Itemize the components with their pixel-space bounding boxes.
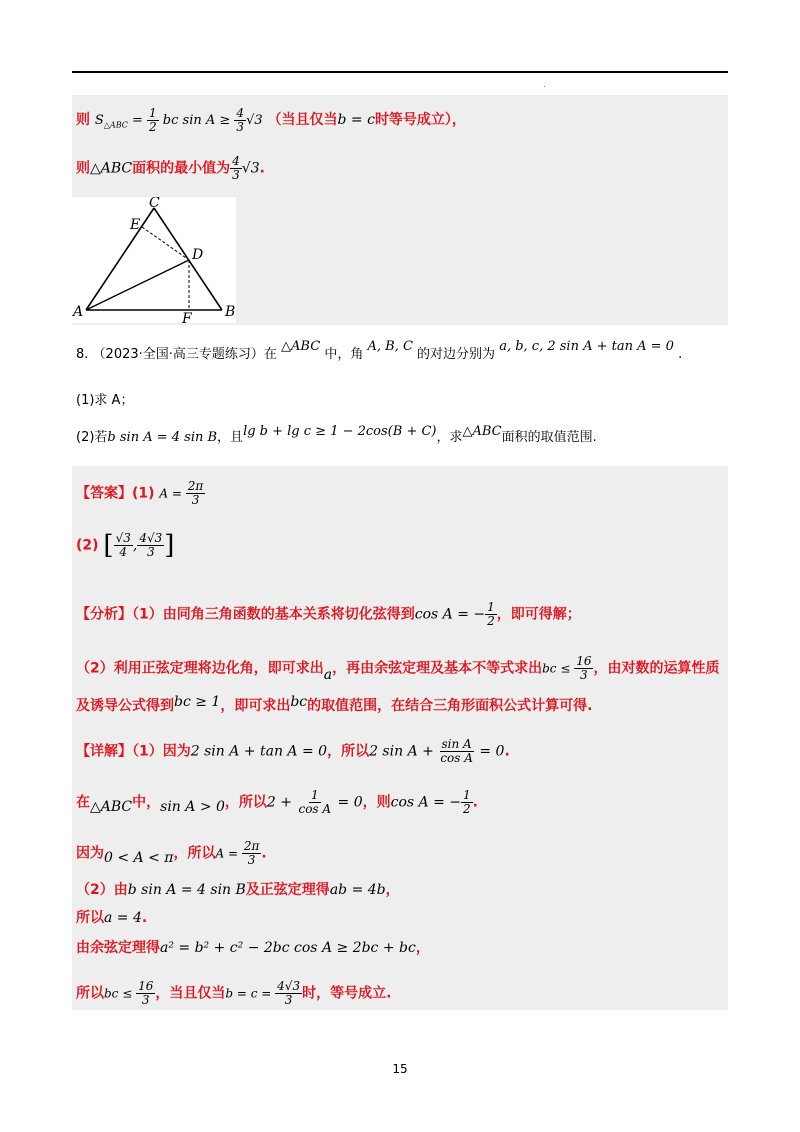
analysis-line-3: 及诱导公式得到bc ≥ 1，即可求出bc的取值范围，在结合三角形面积公式计算可得. <box>76 694 593 714</box>
detail-line-5: 所以a = 4. <box>76 910 148 926</box>
label-B: B <box>225 304 236 320</box>
answer-line-1: 【答案】(1) A = $\frac{2\pi}{3}$ <box>76 479 204 507</box>
label-F: F <box>182 311 192 323</box>
answer-1-value: $\frac{2\pi}{3}$ <box>187 479 204 507</box>
answer-2-upper: $\frac{4√3}{3}$ <box>139 531 163 559</box>
solution-continuation-panel <box>72 95 728 195</box>
triangle-figure <box>72 197 236 323</box>
detail-line-6: 由余弦定理得a² = b² + c² − 2bc cos A ≥ 2bc + bc， <box>76 940 430 956</box>
label-D: D <box>192 247 204 263</box>
area-inequality-line: 则 $S_{\triangle ABC}$ = $\frac{1}{2}$ bc sin A ≥ $\frac{4}{3}$ √3 （当且仅当b = c时等号成立）， <box>76 106 466 134</box>
triangle-diagram <box>72 197 236 323</box>
answer-line-2: (2) [ $\frac{√3}{4}$ , $\frac{4√3}{3}$ ] <box>76 530 175 561</box>
analysis-line-2: （2）利用正弦定理将边化角，即可求出a，再由余弦定理及基本不等式求出bc ≤ $\frac{16}{3}$ ，由对数的运算性质 <box>76 654 720 683</box>
question-part2: (2)若b sin A = 4 sin B，且lg b + lg c ≥ 1 − 2cos(B + C)，求△ABC面积的取值范围. <box>76 424 597 445</box>
detail-line-3: 因为0 < A < π，所以A = $\frac{2\pi}{3}$ . <box>76 839 267 867</box>
label-E: E <box>130 217 141 233</box>
page-number: 15 <box>392 1062 408 1076</box>
detail-line-7: 所以bc ≤ $\frac{16}{3}$ ，当且仅当b = c = $\frac{4√3}{3}$ 时，等号成立. <box>76 979 392 1007</box>
min-area-value: $\frac{4}{3}$ <box>232 154 240 182</box>
answer-2-lower: $\frac{√3}{4}$ <box>115 531 131 559</box>
area-formula: $S_{\triangle ABC}$ = $\frac{1}{2}$ bc sin A ≥ $\frac{4}{3}$ √3 <box>94 106 263 134</box>
label-C: C <box>149 197 160 211</box>
analysis-line-1: 【分析】（1）由同角三角函数的基本关系将切化弦得到cos A = − $\frac{1}{2}$ ，即可得解； <box>76 600 581 628</box>
header-dot <box>544 86 545 87</box>
detail-line-4: （2）由b sin A = 4 sin B及正弦定理得ab = 4b， <box>76 882 400 898</box>
detail-line-2: 在△ABC中，sin A > 0，所以2 + $\frac{1}{\text{cos A}}$ = 0，则cos A = − $\frac{1}{2}$ . <box>76 788 478 816</box>
question-8: 8. （2023·全国·高三专题练习）在 △ABC 中，角 A, B, C 的对边分别为 a, b, c, 2 sin A + tan A = 0 . <box>76 339 683 362</box>
solution-panel <box>72 466 728 1010</box>
header-rule <box>72 71 728 73</box>
min-area-line: 则△ABC面积的最小值为 $\frac{4}{3}$ √3. <box>76 154 265 182</box>
question-part1: (1)求 A； <box>76 393 134 408</box>
detail-line-1: 【详解】（1）因为2 sin A + tan A = 0，所以2 sin A + $\frac{\text{sin A}}{\text{cos A}}$ = 0. <box>76 737 510 765</box>
label-A: A <box>73 304 84 320</box>
